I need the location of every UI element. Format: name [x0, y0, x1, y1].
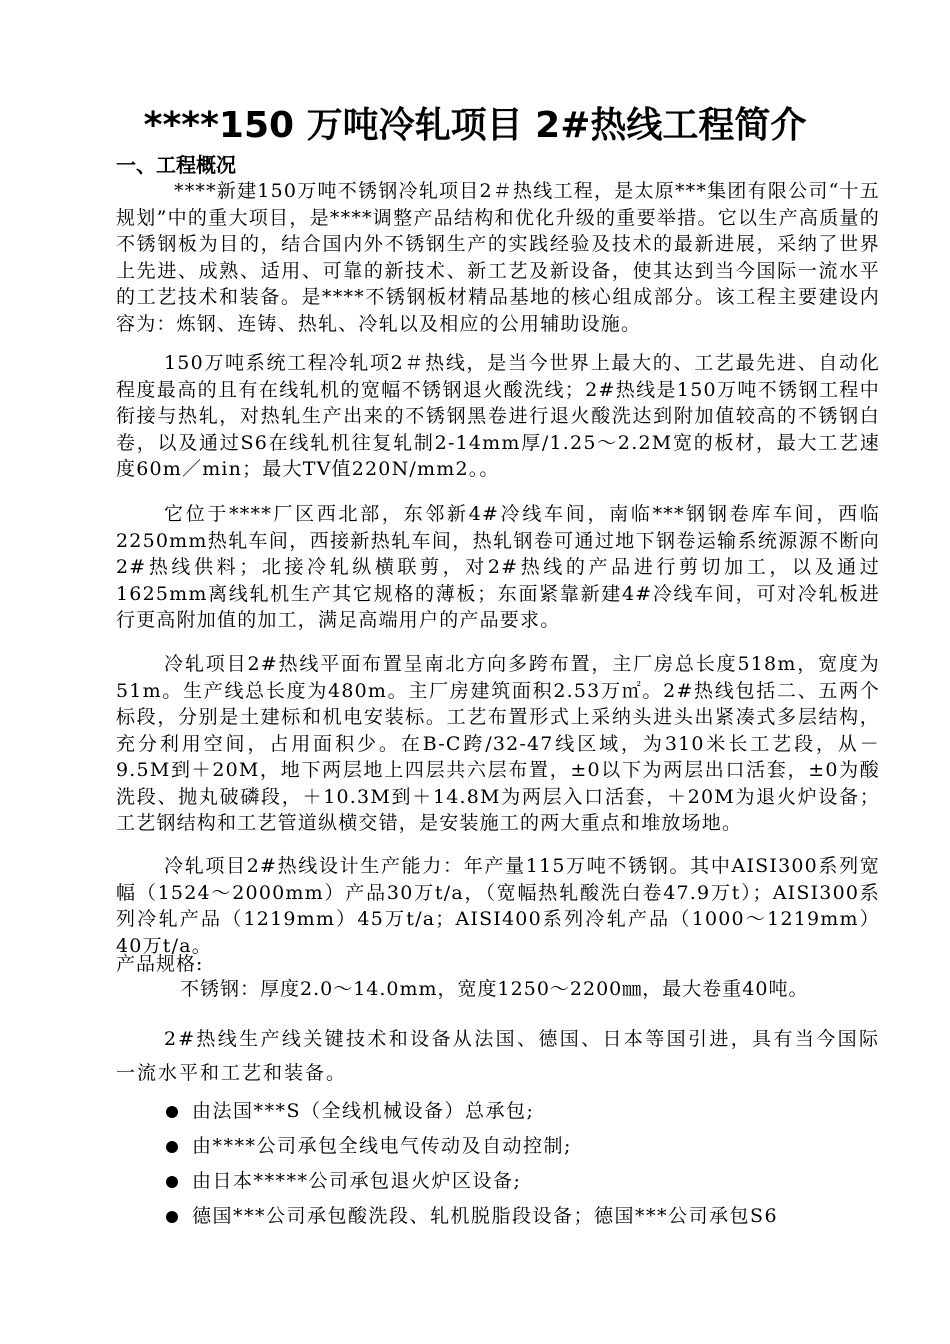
- document-title: ****150 万吨冷轧项目 2#热线工程简介: [143, 105, 807, 146]
- section-heading: 一、工程概况: [116, 153, 236, 177]
- paragraph-location: 它位于****厂区西北部，东邻新4#冷线车间，南临***钢钢卷库车间，西临2250mm热轧车间，西接新热轧车间，热轧钢卷可通过地下钢卷运输系统源源不断向2#热线供料；北接冷轧纵横联剪，对2#热线的产品进行剪切加工，以及通过1625mm离线轧机生产其它规格的薄板；东面紧靠新建4#冷线车间，可对冷轧板进行更高附加值的加工，满足高端用户的产品要求。: [116, 503, 880, 631]
- paragraph-line-description: 150万吨系统工程冷轧项2＃热线，是当今世界上最大的、工艺最先进、自动化程度最高的且有在线轧机的宽幅不锈钢退火酸洗线；2#热线是150万吨不锈钢工程中衔接与热轧，对热轧生产出来的不锈钢黑卷进行退火酸洗达到附加值较高的不锈钢白卷，以及通过S6在线轧机往复轧制2-14mm厚/1.25～2.2M宽的板材，最大工艺速度60m／min；最大TV值220N/mm2。。: [116, 352, 880, 480]
- paragraph-capacity: 冷轧项目2#热线设计生产能力：年产量115万吨不锈钢。其中AISI300系列宽幅（1524～2000mm）产品30万t/a，（宽幅热轧酸洗白卷47.9万t）；AISI300系列冷轧产品（1219mm）45万t/a；AISI400系列冷轧产品（1000～1219mm）40万t/a。: [116, 855, 880, 957]
- supplier-list: [160, 1094, 890, 1234]
- bullet-icon: [166, 1106, 178, 1118]
- list-item: 由法国***S（全线机械设备）总承包;: [160, 1094, 890, 1129]
- spec-text: 不锈钢：厚度2.0～14.0mm，宽度1250～2200㎜，最大卷重40吨。: [180, 978, 809, 1000]
- list-item: 德国***公司承包酸洗段、轧机脱脂段设备；德国***公司承包S6: [160, 1199, 890, 1234]
- paragraph-technology: 2#热线生产线关键技术和设备从法国、德国、日本等国引进，具有当今国际一流水平和工艺和装备。: [116, 1028, 880, 1084]
- bullet-icon: [166, 1176, 178, 1188]
- bullet-icon: [166, 1211, 178, 1223]
- spec-label: 产品规格:: [116, 953, 204, 975]
- paragraph-overview: ****新建150万吨不锈钢冷轧项目2＃热线工程，是太原***集团有限公司“十五规划”中的重大项目，是****调整产品结构和优化升级的重要举措。它以生产高质量的不锈钢板为目的，结合国内外不锈钢生产的实践经验及技术的最新进展，采纳了世界上先进、成熟、适用、可靠的新技术、新工艺及新设备，使其达到当今国际一流水平的工艺技术和装备。是****不锈钢板材精品基地的核心组成部分。该工程主要建设内容为：炼钢、连铸、热轧、冷轧以及相应的公用辅助设施。: [116, 180, 880, 335]
- list-item: 由****公司承包全线电气传动及自动控制;: [160, 1129, 890, 1164]
- bullet-icon: [166, 1141, 178, 1153]
- list-item: 由日本*****公司承包退火炉区设备;: [160, 1164, 890, 1199]
- paragraph-layout: 冷轧项目2#热线平面布置呈南北方向多跨布置，主厂房总长度518m，宽度为51m。生产线总长度为480m。主厂房建筑面积2.53万㎡。2#热线包括二、五两个标段，分别是土建标和机电安装标。工艺布置形式上采纳头进头出紧凑式多层结构，充分利用空间，占用面积少。在B-C跨/32-47线区域，为310米长工艺段，从－9.5M到＋20M，地下两层地上四层共六层布置，±0以下为两层出口活套，±0为酸洗段、抛丸破磷段，＋10.3M到＋14.8M为两层入口活套，＋20M为退火炉设备；工艺钢结构和工艺管道纵横交错，是安装施工的两大重点和堆放场地。: [116, 653, 880, 834]
